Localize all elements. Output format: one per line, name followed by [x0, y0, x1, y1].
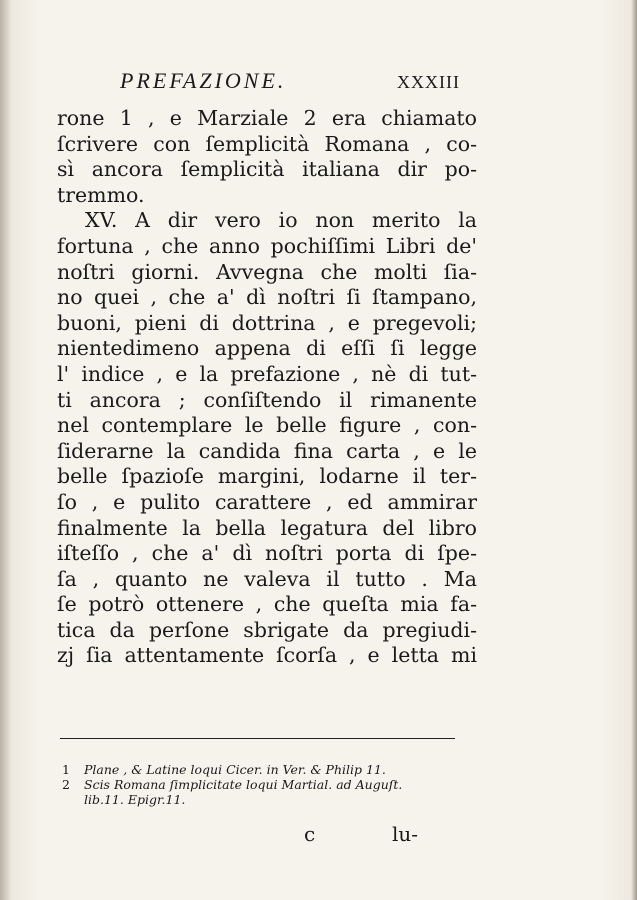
footnote-text: Plane , & Latine loqui Cicer. in Ver. & Philip 11. [84, 762, 386, 777]
text-line: nel contemplare le belle figure , con- [57, 413, 477, 438]
text-line: fortuna , che anno pochiſſimi Libri de' [57, 233, 477, 258]
page-edge-shadow [631, 0, 637, 900]
footnote-divider [60, 738, 455, 739]
footnote [62, 762, 462, 777]
text-line: no quei , che a' dì noſtri ſi ſtampano, [57, 285, 477, 310]
text-line: ſa , quanto ne valeva il tutto . Ma [57, 566, 477, 591]
catchword: lu- [392, 822, 419, 846]
page-number: XXXIII [397, 72, 460, 92]
footnotes [62, 762, 462, 807]
text-line: l' indice , e la prefazione , nè di tut- [57, 361, 477, 386]
text-line: rone 1 , e Marziale 2 era chiamato [57, 106, 477, 130]
text-line: finalmente la bella legatura del libro [57, 515, 477, 540]
footnote-continuation: lib.11. Epigr.11. [84, 792, 186, 807]
page-footer [0, 822, 637, 852]
text-line-paragraph-start: XV. A dir vero io non merito la [85, 208, 477, 233]
signature-mark: c [304, 822, 316, 846]
text-line: belle ſpazioſe margini, lodarne il ter- [57, 464, 477, 489]
page-gutter-shadow [0, 0, 12, 900]
text-line: ſo , e pulito carattere , ed ammirar [57, 489, 477, 514]
footnote-number: 1 [62, 762, 70, 777]
footnote [62, 777, 462, 792]
running-header [120, 68, 460, 94]
text-line: zj ſia attentamente ſcorſa , e letta mi [57, 643, 477, 668]
footnote-number: 2 [62, 777, 70, 792]
text-line: tremmo. [57, 182, 145, 207]
text-line: ſiderarne la candida fina carta , e le [57, 438, 477, 463]
text-line: ſe potrò ottenere , che queſta mia fa- [57, 592, 477, 617]
text-line: ſcrivere con ſemplicità Romana , co- [57, 131, 477, 156]
body-text [57, 106, 477, 669]
footnote-text: Scis Romana ſimplicitate loqui Martial. ad Auguſt. [84, 777, 403, 792]
text-line: sì ancora ſemplicità italiana dir po- [57, 157, 477, 182]
text-line: ti ancora ; conſiſtendo il rimanente [57, 387, 477, 412]
text-line: buoni, pieni di dottrina , e pregevoli; [57, 310, 477, 335]
text-line: iſteſſo , che a' dì noſtri porta di ſpe- [57, 541, 477, 566]
text-line: nientedimeno appena di eſſi ſi legge [57, 336, 477, 361]
running-title: PREFAZIONE. [120, 68, 287, 93]
text-line: tica da perſone sbrigate da pregiudi- [57, 617, 477, 642]
text-line: noſtri giorni. Avvegna che molti ſia- [57, 259, 477, 284]
